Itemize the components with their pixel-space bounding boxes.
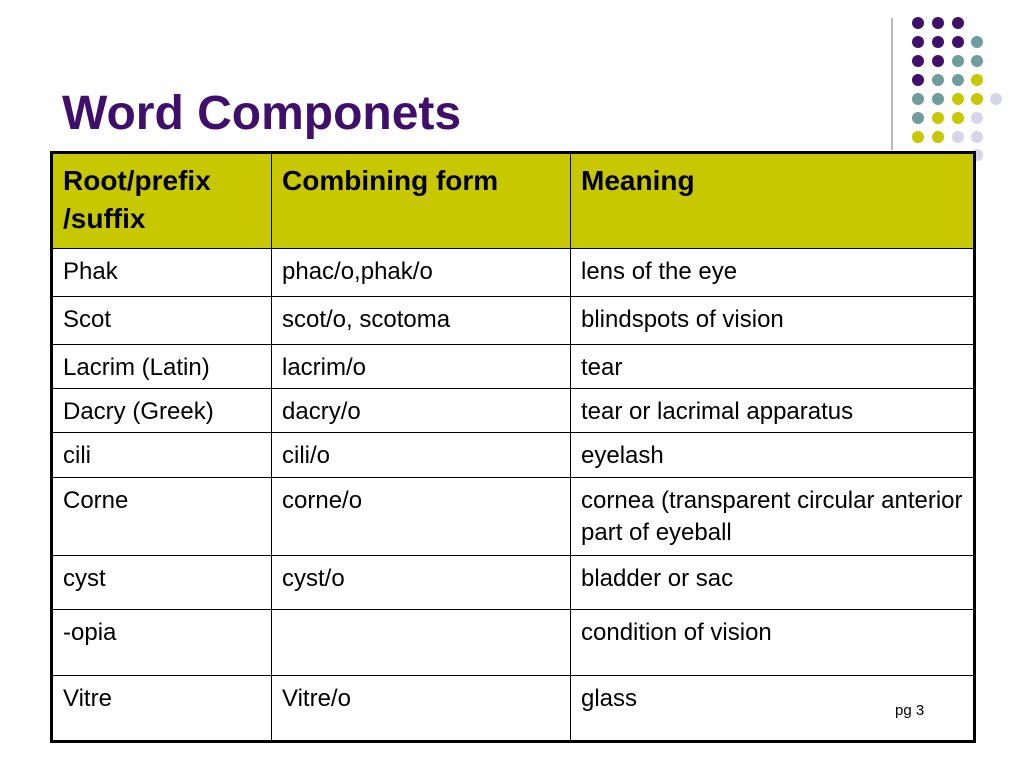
- decor-dot: [912, 36, 924, 48]
- decor-dot: [971, 131, 983, 143]
- header-meaning: Meaning: [571, 153, 975, 249]
- decor-dot: [932, 112, 944, 124]
- decor-dot: [952, 131, 964, 143]
- table-row: [52, 433, 975, 478]
- table-row: [52, 676, 975, 742]
- combining-form-cell: Vitre/o: [272, 676, 571, 742]
- combining-form-cell: corne/o: [272, 478, 571, 556]
- decor-dot: [952, 36, 964, 48]
- root-cell: Lacrim (Latin): [52, 345, 272, 389]
- decor-dot: [952, 93, 964, 105]
- decor-dot: [990, 93, 1002, 105]
- decor-dot: [952, 74, 964, 86]
- table-row: [52, 297, 975, 345]
- combining-form-cell: scot/o, scotoma: [272, 297, 571, 345]
- meaning-cell: cornea (transparent circular anterior part of eyeball: [571, 478, 975, 556]
- page-number: pg 3: [895, 702, 925, 719]
- table-header-row: [52, 153, 975, 249]
- decor-dot: [932, 131, 944, 143]
- header-combining-form: Combining form: [272, 153, 571, 249]
- decor-dot: [932, 74, 944, 86]
- meaning-cell: blindspots of vision: [571, 297, 975, 345]
- decor-dot: [952, 112, 964, 124]
- combining-form-cell: cyst/o: [272, 556, 571, 610]
- decor-dot: [971, 36, 983, 48]
- table-row: [52, 249, 975, 297]
- decor-dot: [912, 93, 924, 105]
- decor-dot: [932, 55, 944, 67]
- combining-form-cell: dacry/o: [272, 389, 571, 433]
- root-cell: Vitre: [52, 676, 272, 742]
- decor-dot: [912, 55, 924, 67]
- header-root-prefix-suffix: Root/prefix /suffix: [52, 153, 272, 249]
- meaning-cell: tear or lacrimal apparatus: [571, 389, 975, 433]
- decor-dot: [952, 17, 964, 29]
- root-cell: -opia: [52, 610, 272, 676]
- table-row: [52, 556, 975, 610]
- slide-title: Word Componets: [62, 87, 462, 140]
- decor-dot: [971, 93, 983, 105]
- decor-dot: [971, 74, 983, 86]
- decor-dot: [932, 93, 944, 105]
- meaning-cell: bladder or sac: [571, 556, 975, 610]
- meaning-cell: condition of vision: [571, 610, 975, 676]
- word-components-table: [50, 151, 976, 743]
- combining-form-cell: cili/o: [272, 433, 571, 478]
- root-cell: Corne: [52, 478, 272, 556]
- root-cell: cili: [52, 433, 272, 478]
- decor-dot: [912, 112, 924, 124]
- table-row: [52, 345, 975, 389]
- table-row: [52, 478, 975, 556]
- decor-dot: [971, 112, 983, 124]
- decor-dot: [912, 74, 924, 86]
- table-row: [52, 389, 975, 433]
- root-cell: Dacry (Greek): [52, 389, 272, 433]
- meaning-cell: tear: [571, 345, 975, 389]
- table-row: [52, 610, 975, 676]
- combining-form-cell: [272, 610, 571, 676]
- meaning-cell: glass: [571, 676, 975, 742]
- decor-dot: [971, 55, 983, 67]
- decorative-divider: [891, 18, 893, 150]
- decor-dot: [912, 17, 924, 29]
- decor-dot: [912, 131, 924, 143]
- decor-dot: [932, 17, 944, 29]
- combining-form-cell: lacrim/o: [272, 345, 571, 389]
- decor-dot: [932, 36, 944, 48]
- root-cell: Phak: [52, 249, 272, 297]
- combining-form-cell: phac/o,phak/o: [272, 249, 571, 297]
- root-cell: Scot: [52, 297, 272, 345]
- meaning-cell: lens of the eye: [571, 249, 975, 297]
- decor-dot: [952, 55, 964, 67]
- root-cell: cyst: [52, 556, 272, 610]
- meaning-cell: eyelash: [571, 433, 975, 478]
